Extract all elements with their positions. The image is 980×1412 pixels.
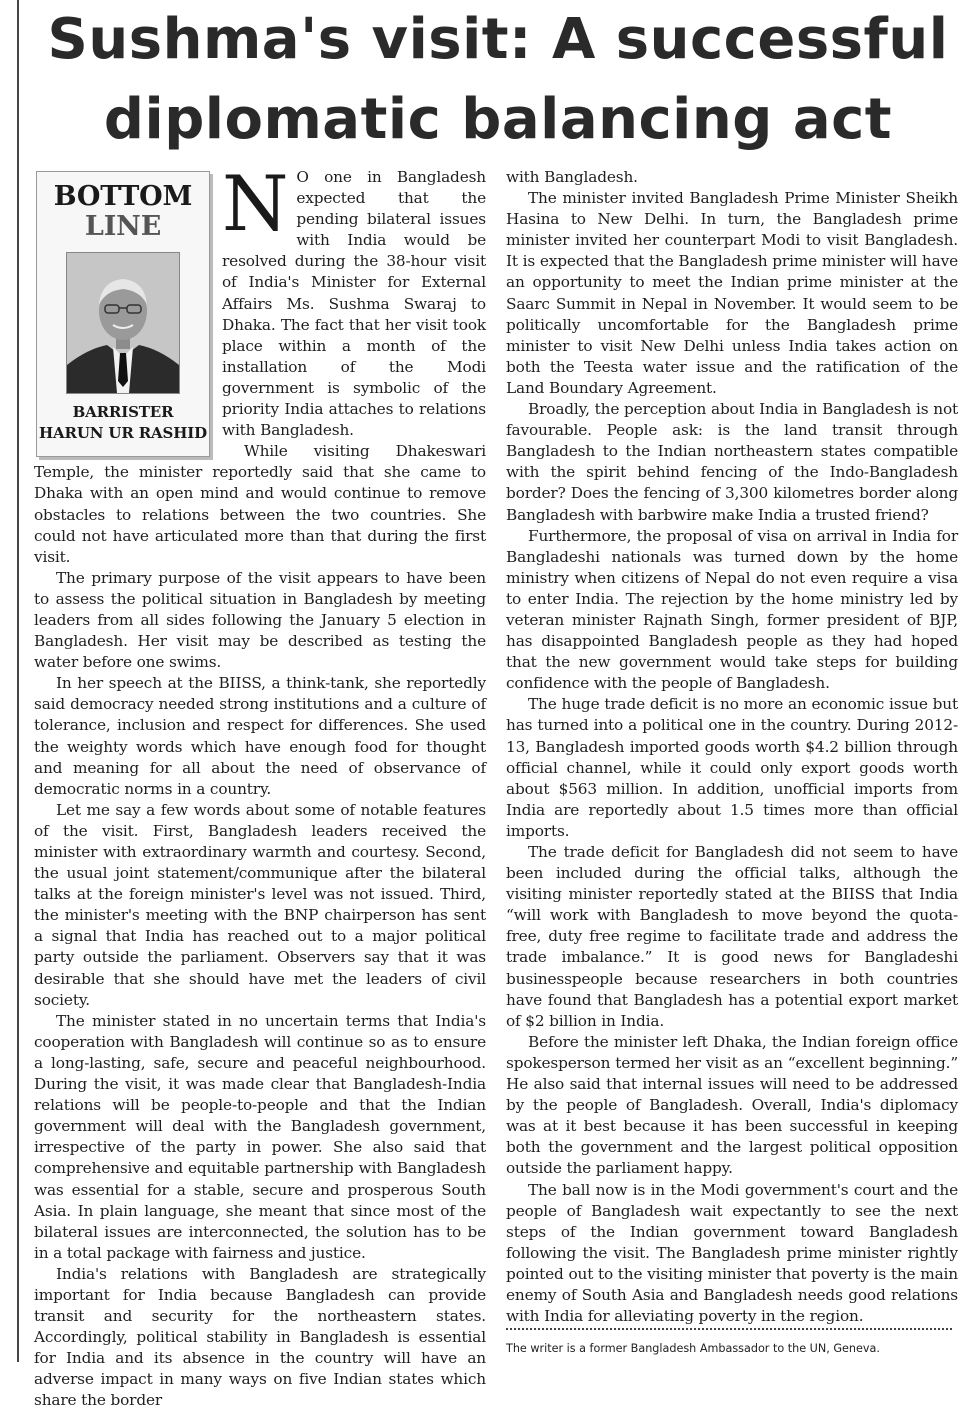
author-name: HARUN UR RASHID	[39, 424, 207, 442]
portrait-photo-icon	[67, 253, 179, 393]
byline-box	[36, 171, 210, 457]
headline-line-2: diplomatic balancing act	[103, 87, 893, 152]
paragraph: Furthermore, the proposal of visa on arrival in India for Bangladeshi nationals was turned down by the home ministry when citizens of Nepal do not even require a visa to enter India. The rejection by the home ministry led by veteran minister Rajnath Singh, former president of BJP, has disappointed Bangladesh people as they had hoped that the new government would take steps for building confidence with the people of Bangladesh.	[506, 526, 958, 693]
paragraph: The trade deficit for Bangladesh did not seem to have been included during the official talks, although the visiting minister reportedly stated at the BIISS that India “will work with Bangladesh to move beyond the quota-free, duty free regime to facilitate trade and address the trade imbalance.” It is good news for Bangladeshi businesspeople because researchers in both countries have found that Bangladesh has a potential export market of $2 billion in India.	[506, 843, 958, 1030]
headline-line-1: Sushma's visit: A successful	[47, 7, 949, 72]
drop-cap: N	[222, 159, 289, 248]
paragraph: The primary purpose of the visit appears to have been to assess the political situation in Bangladesh by meeting leaders from all sides following the January 5 election in Bangladesh. Her visit may be described as testing the water before one swims.	[34, 568, 486, 672]
column-label-line: LINE	[84, 211, 162, 242]
paragraph: India's relations with Bangladesh are strategically important for India because Bangladesh can provide transit and security for the northeastern states. Accordingly, political stability in Bangladesh is essential for India and its absence in the country will have an adverse impact in many ways on five Indian states which share the border	[34, 1264, 486, 1410]
paragraph: The minister stated in no uncertain terms that India's cooperation with Bangladesh will continue so as to ensure a long-lasting, safe, secure and peaceful neighbourhood. During the visit, it was made clear that Bangladesh-India relations will be people-to-people and that the Indian government will deal with the Bangladesh government, irrespective of the party in power. She also said that comprehensive and equitable partnership with Bangladesh was essential for a stable, secure and prosperous South Asia. In plain language, she meant that since most of the bilateral issues are interconnected, the solution has to be in a total package with fairness and justice.	[34, 1011, 486, 1262]
column-rule	[17, 0, 19, 1362]
paragraph-continued: with Bangladesh.	[506, 168, 638, 186]
article-column-left	[34, 159, 486, 1412]
headline	[28, 0, 968, 160]
author-photo	[66, 252, 180, 394]
author-title: BARRISTER	[72, 403, 174, 421]
dotted-separator	[506, 1328, 952, 1330]
paragraph: The ball now is in the Modi government's court and the people of Bangladesh wait expectantly to see the next steps of the Indian government toward Bangladesh following the visit. The Bangladesh prime minister rightly pointed out to the visiting minister that poverty is the main enemy of South Asia and Bangladesh needs good relations with India for alleviating poverty in the region.	[506, 1180, 958, 1326]
paragraph: While visiting Dhakeswari Temple, the minister reportedly said that she came to Dhaka with an open mind and would continue to remove obstacles to relations between the two countries. She could not have articulated more than that during the first visit.	[34, 442, 486, 566]
paragraph: Let me say a few words about some of notable features of the visit. First, Bangladesh leaders received the minister with extraordinary warmth and courtesy. Second, the usual joint statement/communique after the bilateral talks at the foreign minister's level was not issued. Third, the minister's meeting with the BNP chairperson has sent a signal that India has reached out to a major political party outside the parliament. Observers say that it was desirable that she should have met the leaders of civil society.	[34, 800, 486, 1009]
article-column-right	[506, 167, 958, 1327]
author-footnote: The writer is a former Bangladesh Ambassador to the UN, Geneva.	[506, 1342, 880, 1355]
paragraph: Before the minister left Dhaka, the Indian foreign office spokesperson termed her visit as an “excellent beginning.” He also said that internal issues will need to be addressed by the people of Bangladesh. Overall, India's diplomacy was at it best because it has been successful in keeping both the government and the largest political opposition outside the parliament happy.	[506, 1032, 958, 1178]
paragraph: The minister invited Bangladesh Prime Minister Sheikh Hasina to New Delhi. In turn, the Bangladesh prime minister invited her counterpart Modi to visit Bangladesh. It is expected that the Bangladesh prime minister will have an opportunity to meet the Indian prime minister at the Saarc Summit in Nepal in November. It would seem to be politically uncomfortable for the Bangladesh prime minister to visit New Delhi unless India takes action on both the Teesta water issue and the ratification of the Land Boundary Agreement.	[506, 189, 958, 397]
column-label-bottom: BOTTOM	[53, 181, 193, 212]
paragraph: Broadly, the perception about India in Bangladesh is not favourable. People ask: is the land transit through Bangladesh to the Indian northeastern states compatible with the spirit behind fencing of the Indo-Bangladesh border? Does the fencing of 3,300 kilometres border along Bangladesh with barbwire make India a trusted friend?	[506, 400, 958, 524]
paragraph: The huge trade deficit is no more an economic issue but has turned into a political one in the country. During 2012-13, Bangladesh imported goods worth $4.2 billion through official channel, while it could only export goods worth about $563 million. In addition, unofficial imports from India are reportedly about 1.5 times more than official imports.	[506, 695, 958, 840]
paragraph: In her speech at the BIISS, a think-tank, she reportedly said democracy needed strong institutions and a culture of tolerance, inclusion and respect for differences. She used the weighty words which have enough food for thought and meaning for all about the need of observance of democratic norms in a country.	[34, 674, 486, 798]
paragraph-text: O one in Bangladesh expected that the pending bilateral issues with India would be resolved during the 38-hour visit of India's Minister for External Affairs Ms. Sushma Swaraj to Dhaka. The fact that her visit took place within a month of the installation of the Modi government is symbolic of the priority India attaches to relations with Bangladesh.	[222, 168, 486, 440]
